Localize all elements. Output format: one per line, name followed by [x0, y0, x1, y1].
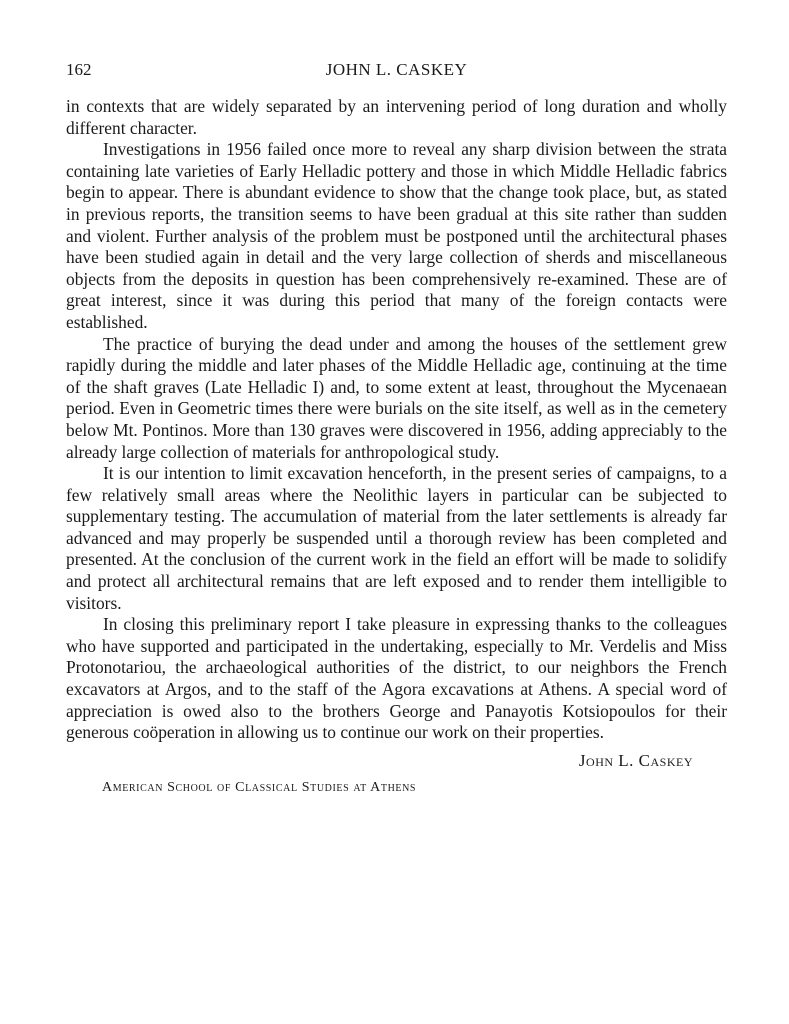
paragraph-continued: in contexts that are widely separated by an intervening period of long duration and wholly different character.: [66, 96, 727, 138]
article-body: [66, 96, 727, 744]
author-affiliation: American School of Classical Studies at Athens: [102, 779, 417, 795]
paragraph: In closing this preliminary report I take pleasure in expressing thanks to the colleagues who have supported and participated in the undertaking, especially to Mr. Verdelis and Miss Protonotariou, the archaeological authorities of the district, to our neighbors the French excavators at Argos, and to the staff of the Agora excavations at Athens. A special word of appreciation is owed also to the brothers George and Panayotis Kotsiopoulos for their generous coöperation in allowing us to continue our work on their properties.: [66, 614, 727, 743]
page: [66, 58, 727, 798]
paragraph: It is our intention to limit excavation henceforth, in the present series of campaigns, to a few relatively small areas where the Neolithic layers in particular can be subjected to supplementary testing. The accumulation of material from the later settlements is already far advanced and may properly be suspended until a thorough review has been completed and presented. At the conclusion of the current work in the field an effort will be made to solidify and protect all architectural remains that are left exposed and to render them intelligible to visitors.: [66, 463, 727, 613]
author-signature: John L. Caskey: [578, 750, 693, 770]
paragraph: The practice of burying the dead under and among the houses of the settlement grew rapidly during the middle and later phases of the Middle Helladic age, continuing at the time of the shaft graves (Late Helladic I) and, to some extent at least, throughout the Mycenaean period. Even in Geometric times there were burials on the site itself, as well as in the cemetery below Mt. Pontinos. More than 130 graves were discovered in 1956, adding appreciably to the already large collection of materials for anthropological study.: [66, 333, 727, 462]
running-head: JOHN L. CASKEY: [325, 60, 468, 79]
page-header: [66, 58, 727, 82]
paragraph: Investigations in 1956 failed once more to reveal any sharp division between the strata containing late varieties of Early Helladic pottery and those in which Middle Helladic fabrics begin to appear. There is abundant evidence to show that the change took place, but, as stated in previous reports, the transition seems to have been gradual at this site rather than sudden and violent. Further analysis of the problem must be postponed until the architectural phases have been studied again in detail and the very large collection of sherds and miscellaneous objects from the deposits in question has been comprehensively re-examined. These are of great interest, since it was during this period that many of the foreign contacts were established.: [66, 139, 727, 332]
page-number: 162: [66, 60, 92, 79]
